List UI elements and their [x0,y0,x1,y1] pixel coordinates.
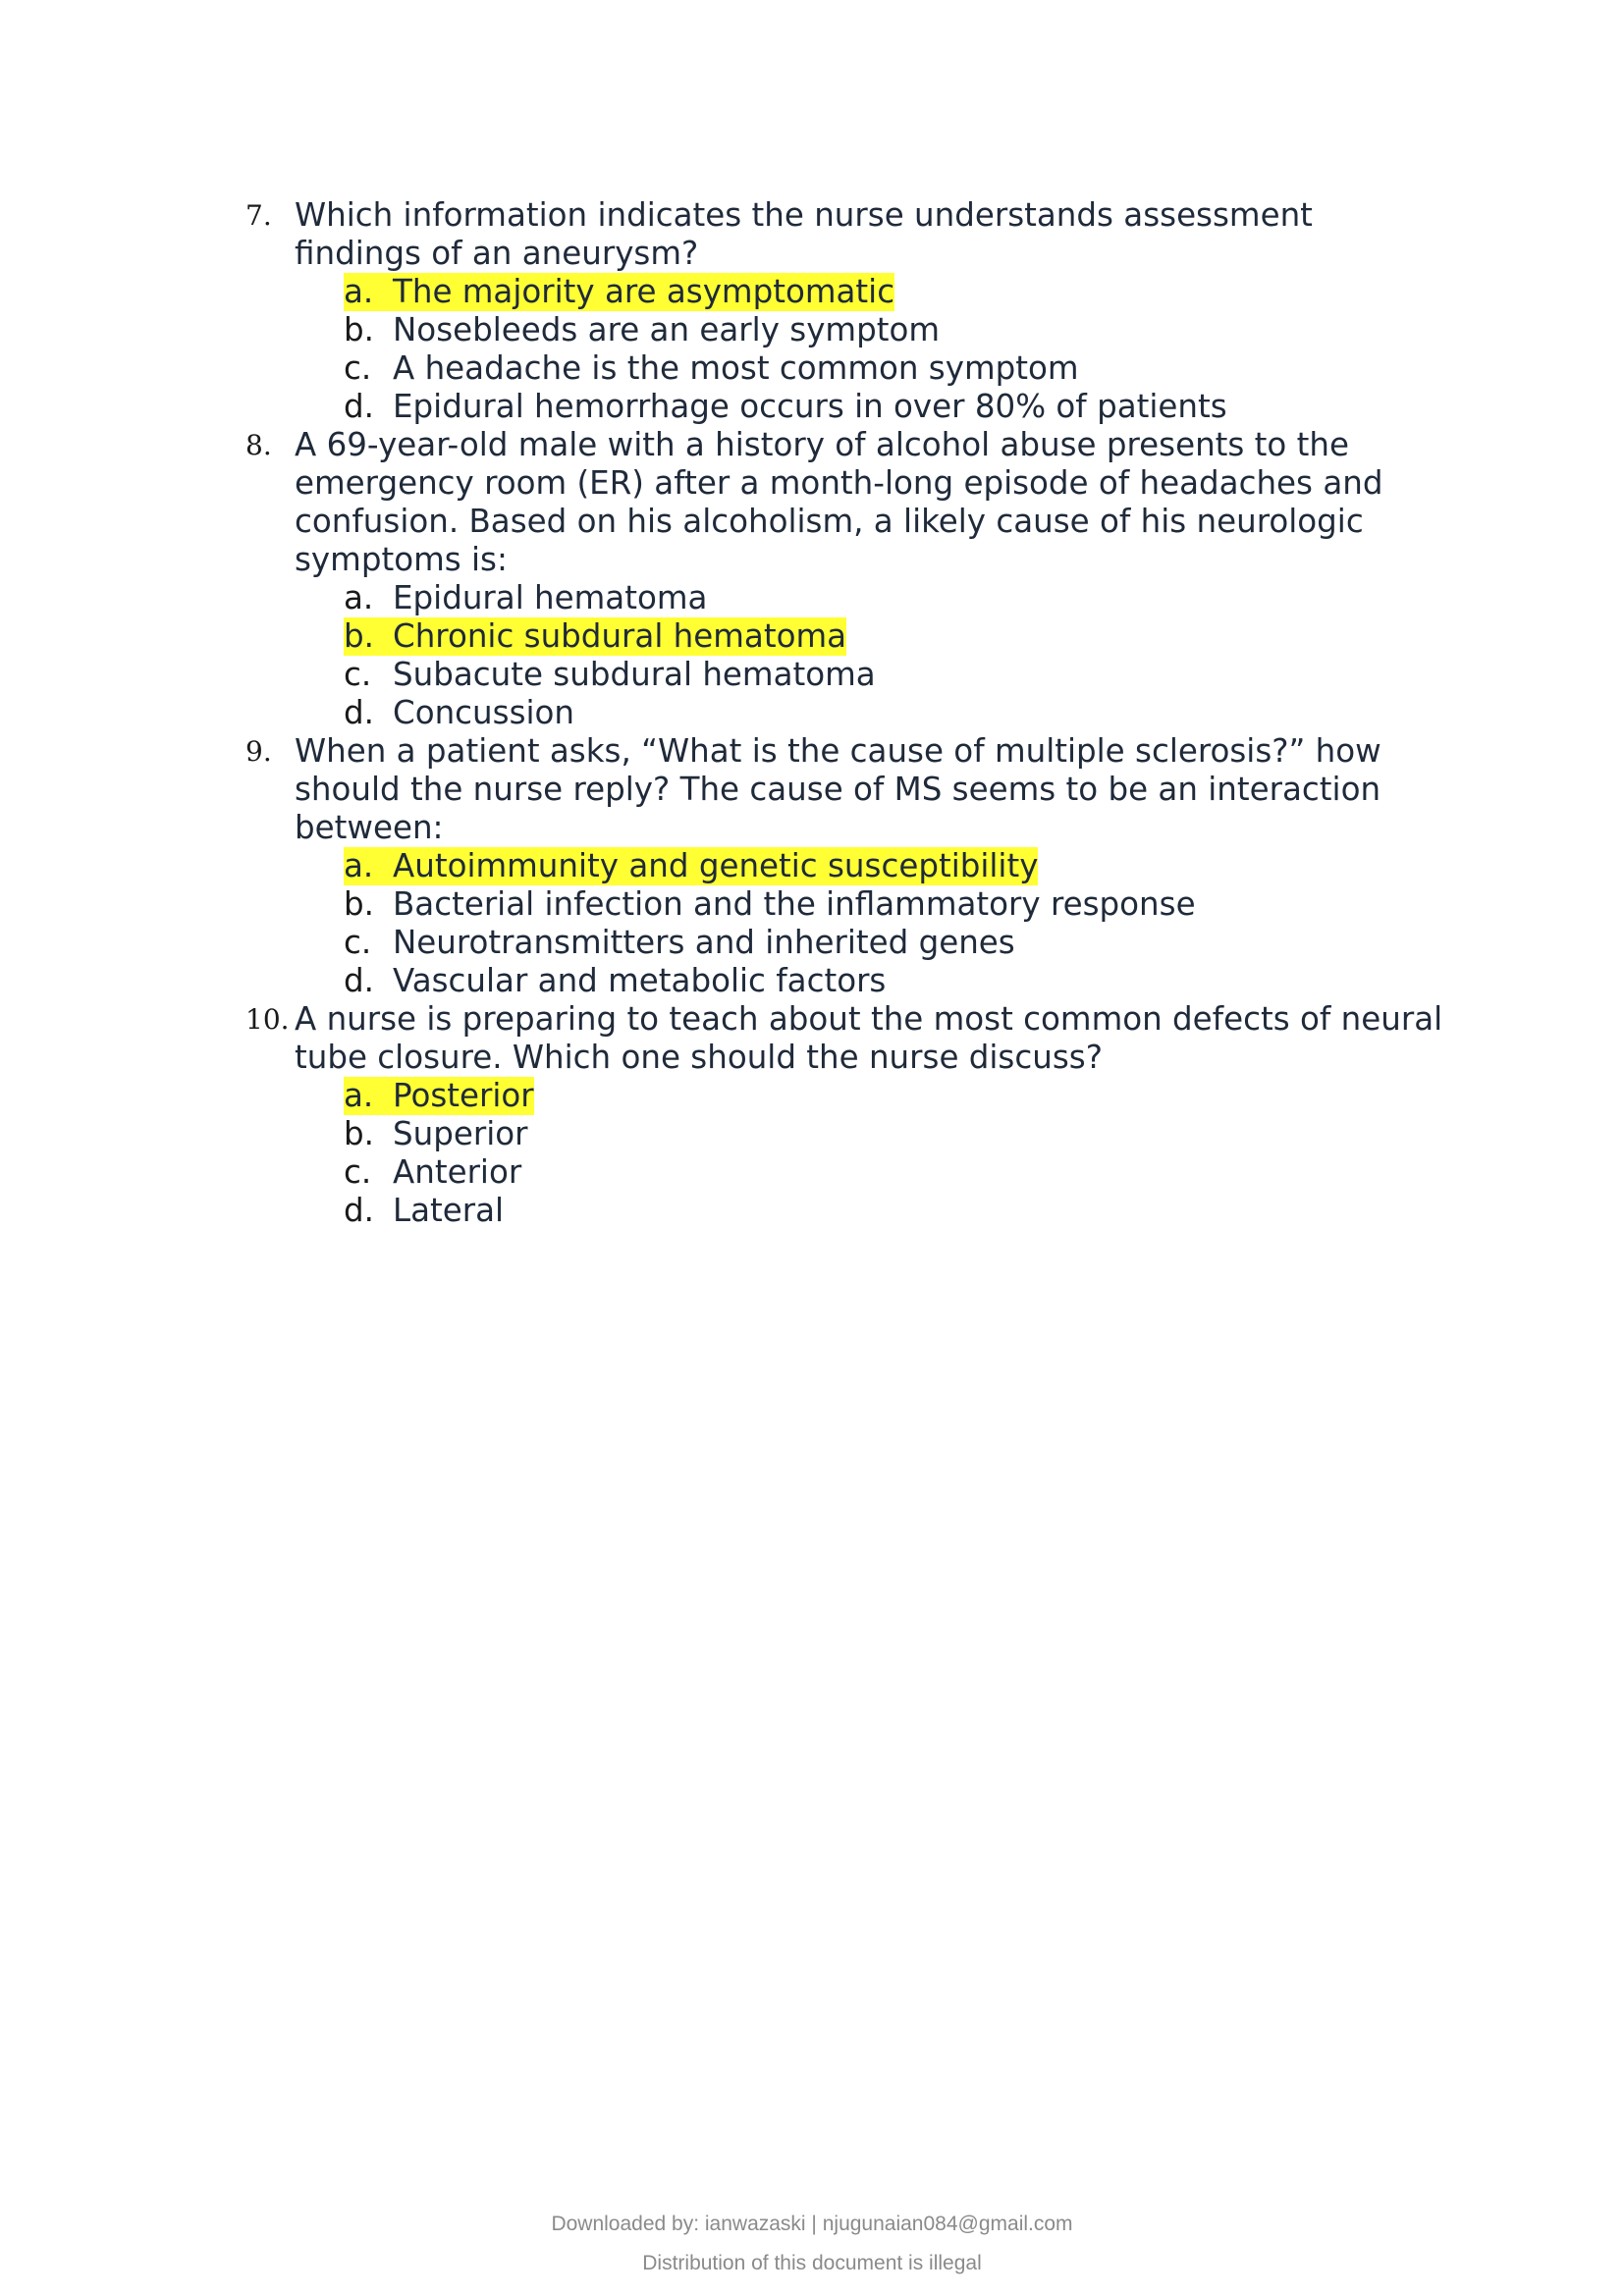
option-letter: c. [344,349,372,387]
footer-distribution-notice: Distribution of this document is illegal [642,2252,982,2274]
option-d [344,694,1443,732]
option-b [344,311,1443,349]
option-letter: b. [344,885,374,923]
option-c [344,924,1443,962]
question-text: A 69-year-old male with a history of alcohol abuse presents to the emergency room (ER) after a month-long episode of headaches and confusion. Based on his alcoholism, a likely cause of his neurologic symptoms is: [295,426,1383,578]
option-letter: a. [344,1077,393,1115]
option-text: Neurotransmitters and inherited genes [393,924,1015,961]
question-text: When a patient asks, “What is the cause of multiple sclerosis?” how should the nurse reply? The cause of MS seems to be an interaction between: [295,732,1381,846]
question-list [245,196,1443,1230]
option-text: Epidural hemorrhage occurs in over 80% of patients [393,388,1227,425]
question-10 [245,1000,1443,1230]
option-letter: a. [344,273,393,311]
option-list [245,579,1443,732]
option-letter: a. [344,847,393,885]
option-letter: c. [344,1153,372,1191]
option-a [344,1077,1443,1115]
option-text: Epidural hematoma [393,579,708,616]
question-number: 7. [245,199,272,232]
option-letter: c. [344,656,372,693]
option-list [245,273,1443,426]
option-list [245,847,1443,1000]
option-letter: b. [344,311,374,348]
question-text: A nurse is preparing to teach about the most common defects of neural tube closure. Which one should the nurse discuss? [295,1000,1443,1076]
option-letter: d. [344,1192,374,1229]
option-list [245,1077,1443,1230]
question-number: 9. [245,735,272,768]
option-letter: d. [344,962,374,999]
question-8 [245,426,1443,732]
option-letter: a. [344,579,374,616]
option-letter: b. [344,1115,374,1152]
option-text: Bacterial infection and the inflammatory response [393,885,1196,923]
question-number: 10. [245,1003,290,1036]
option-c [344,1153,1443,1192]
option-text: Subacute subdural hematoma [393,656,876,693]
option-text: Autoimmunity and genetic susceptibility [393,847,1039,884]
option-letter: d. [344,388,374,425]
question-text: Which information indicates the nurse understands assessment findings of an aneurysm? [295,196,1313,272]
option-c [344,656,1443,694]
option-a [344,273,1443,311]
option-text: Chronic subdural hematoma [393,617,847,655]
option-text: Superior [393,1115,528,1152]
option-b [344,885,1443,924]
option-a [344,579,1443,617]
option-text: Posterior [393,1077,534,1114]
option-d [344,388,1443,426]
question-9 [245,732,1443,1000]
option-d [344,1192,1443,1230]
option-b [344,617,1443,656]
option-c [344,349,1443,388]
option-text: Vascular and metabolic factors [393,962,887,999]
option-text: Concussion [393,694,575,731]
option-a [344,847,1443,885]
option-letter: d. [344,694,374,731]
option-text: The majority are asymptomatic [393,273,895,310]
question-number: 8. [245,429,272,461]
option-text: Nosebleeds are an early symptom [393,311,941,348]
option-b [344,1115,1443,1153]
question-7 [245,196,1443,426]
option-letter: b. [344,617,393,656]
footer-downloaded-by: Downloaded by: ianwazaski | njugunaian084@gmail.com [551,2213,1073,2235]
option-text: Lateral [393,1192,505,1229]
option-d [344,962,1443,1000]
option-letter: c. [344,924,372,961]
option-text: A headache is the most common symptom [393,349,1079,387]
option-text: Anterior [393,1153,522,1191]
